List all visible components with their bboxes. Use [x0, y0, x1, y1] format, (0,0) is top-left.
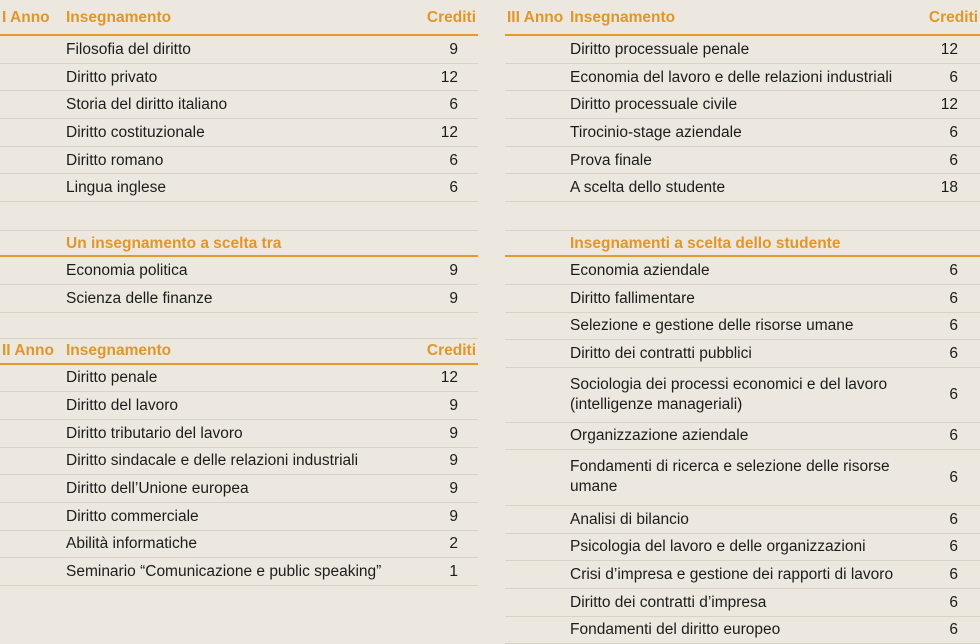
- course-name: Diritto tributario del lavoro: [66, 424, 243, 442]
- course-credits: 6: [949, 427, 958, 445]
- table-row: [505, 174, 980, 202]
- course-column-header: Insegnamento: [66, 342, 172, 359]
- table-row: [505, 617, 980, 644]
- course-credits: 1: [449, 563, 458, 581]
- course-name: Diritto dell’Unione europea: [66, 480, 249, 498]
- course-credits: 9: [449, 397, 458, 415]
- course-name: Seminario “Comunicazione e public speaking”: [66, 563, 382, 581]
- electives-table: [505, 230, 980, 644]
- right-column: [505, 0, 980, 644]
- table-row: [505, 423, 980, 450]
- course-name: Tirocinio-stage aziendale: [570, 123, 742, 141]
- course-credits: 12: [940, 40, 958, 58]
- table-row: [505, 450, 980, 506]
- course-name: Analisi di bilancio: [570, 510, 689, 528]
- choice1-header: [0, 230, 478, 257]
- course-credits: 6: [949, 123, 958, 141]
- course-name: Fondamenti del diritto europeo: [570, 621, 781, 639]
- course-credits: 12: [940, 96, 958, 114]
- course-name: Prova finale: [570, 151, 652, 169]
- course-name: Diritto processuale penale: [570, 40, 750, 58]
- course-credits: 6: [949, 468, 958, 486]
- course-credits: 6: [949, 345, 958, 363]
- course-credits: 12: [440, 123, 458, 141]
- course-name: Selezione e gestione delle risorse umane: [570, 317, 854, 335]
- section-title: Un insegnamento a scelta tra: [66, 234, 282, 252]
- course-name: Filosofia del diritto: [66, 40, 191, 58]
- table-row: [0, 64, 478, 92]
- course-credits: 6: [949, 510, 958, 528]
- spacer: [0, 313, 478, 338]
- course-name: Diritto commerciale: [66, 507, 199, 525]
- table-row: [505, 589, 980, 617]
- table-row: [505, 91, 980, 119]
- table-row: [0, 285, 478, 313]
- course-credits: 6: [949, 261, 958, 279]
- course-credits: 6: [449, 179, 458, 197]
- credits-column-header: Crediti: [426, 342, 476, 359]
- table-row: [505, 506, 980, 534]
- course-column-header: Insegnamento: [66, 9, 172, 26]
- course-name: Diritto processuale civile: [570, 96, 738, 114]
- course-name: Diritto dei contratti d’impresa: [570, 593, 767, 611]
- course-name: Economia del lavoro e delle relazioni industriali: [570, 68, 893, 86]
- table-row: [505, 561, 980, 589]
- course-credits: 12: [440, 68, 458, 86]
- table-row: [0, 475, 478, 503]
- section-title: Insegnamenti a scelta dello studente: [570, 234, 841, 252]
- table-row: [0, 392, 478, 420]
- year2-header: [0, 338, 478, 365]
- course-name: Diritto fallimentare: [570, 289, 695, 307]
- year-label: I Anno: [2, 9, 50, 26]
- table-row: [0, 91, 478, 119]
- table-row: [505, 368, 980, 423]
- year-label: II Anno: [2, 342, 54, 359]
- table-row: [505, 64, 980, 92]
- year-label: III Anno: [507, 9, 564, 26]
- year1-table: [0, 0, 478, 202]
- left-column: [0, 0, 478, 586]
- course-credits: 6: [949, 538, 958, 556]
- course-name: Scienza delle finanze: [66, 289, 213, 307]
- course-credits: 6: [949, 289, 958, 307]
- course-name: Diritto penale: [66, 369, 158, 387]
- course-credits: 6: [949, 566, 958, 584]
- course-credits: 9: [449, 289, 458, 307]
- table-row: [505, 313, 980, 341]
- table-row: [0, 147, 478, 175]
- year2-table: [0, 338, 478, 587]
- table-row: [0, 36, 478, 64]
- choice1-table: [0, 230, 478, 312]
- course-column-header: Insegnamento: [570, 9, 676, 26]
- course-credits: 6: [949, 68, 958, 86]
- year1-header: [0, 0, 478, 36]
- course-credits: 6: [949, 151, 958, 169]
- table-row: [505, 119, 980, 147]
- course-credits: 9: [449, 40, 458, 58]
- course-name: Diritto privato: [66, 68, 158, 86]
- credits-column-header: Crediti: [928, 9, 978, 26]
- table-row: [0, 503, 478, 531]
- course-name: Diritto del lavoro: [66, 397, 178, 415]
- course-name: Storia del diritto italiano: [66, 96, 228, 114]
- table-row: [0, 558, 478, 586]
- course-name: Economia aziendale: [570, 261, 710, 279]
- table-row: [0, 420, 478, 448]
- course-name: Diritto sindacale e delle relazioni industriali: [66, 452, 359, 470]
- course-credits: 6: [949, 317, 958, 335]
- spacer: [505, 202, 980, 230]
- table-row: [0, 257, 478, 285]
- table-row: [505, 257, 980, 285]
- spacer: [0, 202, 478, 230]
- table-row: [0, 448, 478, 476]
- course-name: Diritto romano: [66, 151, 164, 169]
- course-credits: 9: [449, 507, 458, 525]
- course-credits: 9: [449, 261, 458, 279]
- course-name: Abilità informatiche: [66, 535, 197, 553]
- table-row: [505, 36, 980, 64]
- course-credits: 6: [449, 151, 458, 169]
- course-credits: 9: [449, 480, 458, 498]
- course-name: Sociologia dei processi economici e del lavoro (intelligenze manageriali): [570, 375, 888, 413]
- table-row: [505, 534, 980, 562]
- year3-table: [505, 0, 980, 202]
- course-name: Diritto dei contratti pubblici: [570, 345, 752, 363]
- course-credits: 6: [949, 386, 958, 404]
- course-credits: 9: [449, 424, 458, 442]
- course-name: Organizzazione aziendale: [570, 427, 749, 445]
- credits-column-header: Crediti: [426, 9, 476, 26]
- course-credits: 6: [949, 621, 958, 639]
- course-name: Psicologia del lavoro e delle organizzazioni: [570, 538, 866, 556]
- year3-header: [505, 0, 980, 36]
- table-row: [0, 531, 478, 559]
- course-credits: 9: [449, 452, 458, 470]
- electives-header: [505, 230, 980, 257]
- table-row: [505, 147, 980, 175]
- course-name: A scelta dello studente: [570, 179, 726, 197]
- course-credits: 18: [940, 179, 958, 197]
- course-name: Lingua inglese: [66, 179, 166, 197]
- table-row: [0, 119, 478, 147]
- course-credits: 6: [449, 96, 458, 114]
- course-name: Fondamenti di ricerca e selezione delle risorse umane: [570, 458, 890, 496]
- course-credits: 2: [449, 535, 458, 553]
- course-credits: 12: [440, 369, 458, 387]
- course-name: Diritto costituzionale: [66, 123, 205, 141]
- table-row: [0, 174, 478, 202]
- table-row: [0, 365, 478, 393]
- table-row: [505, 285, 980, 313]
- course-credits: 6: [949, 593, 958, 611]
- course-name: Crisi d’impresa e gestione dei rapporti di lavoro: [570, 566, 894, 584]
- course-name: Economia politica: [66, 261, 188, 279]
- table-row: [505, 340, 980, 368]
